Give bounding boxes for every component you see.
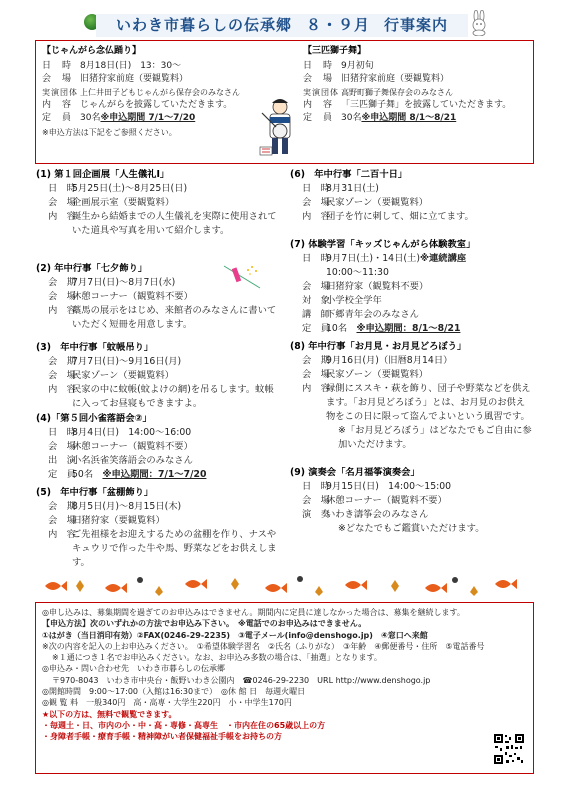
tanabata-decoration-illustration <box>222 262 262 292</box>
label: 内 容 <box>42 100 73 110</box>
value: 下郷青年会のみなさん <box>326 309 419 320</box>
label: 日 時 <box>302 481 330 492</box>
value: 旧猪狩家（観覧料不要） <box>326 281 429 292</box>
label: 日 時 <box>303 61 334 71</box>
info-line: 〒970-8043 いわき市中央台・飯野いわき公園内 ☎0246-29-2230 URL http://www.denshogo.jp <box>52 675 431 685</box>
value: じゃんがらを披露していただきます。 <box>80 100 233 110</box>
value: 9月初旬 <box>341 61 374 71</box>
event-title: (9) 演奏会「名月福筝演奏会」 <box>290 467 420 478</box>
label: 出 演 <box>48 455 76 466</box>
event-title: (7) 体験学習「キッズじゃんがら体験教室」 <box>290 239 476 250</box>
label: 会 場 <box>302 495 330 506</box>
value: 9月16日(月)（旧暦8月14日） <box>326 355 453 366</box>
free-admission-item: ・身障者手帳・療育手帳・精神障がい者保健福祉手帳をお持ちの方 <box>42 732 282 742</box>
event-title: (5) 年中行事「盆棚飾り」 <box>36 487 154 498</box>
free-admission-item: ・毎週土・日、市内の小・中・高・専修・高専生 ・市内在住の65歳以上の方 <box>42 720 326 730</box>
value: 企画展示室（要観覧料） <box>72 197 175 208</box>
application-note: ※申込方法は下記をご参照ください。 <box>42 128 177 137</box>
value: 50名 <box>72 469 94 480</box>
label: 日 時 <box>48 183 76 194</box>
value: 休憩コーナー（観覧料不要） <box>72 441 193 452</box>
label: 実演団体 <box>303 88 339 97</box>
label: 会 場 <box>303 74 334 84</box>
event-8 <box>290 340 534 452</box>
label: 会 場 <box>48 291 76 302</box>
shishimai-title: 【三匹獅子舞】 <box>303 46 367 56</box>
value: 5月25日(土)～8月25日(日) <box>72 183 188 194</box>
shishimai-event <box>303 45 535 125</box>
label: 会 場 <box>302 369 330 380</box>
value: 8月18日(日) 13：30～ <box>80 61 182 71</box>
label: 会 場 <box>42 74 73 84</box>
event-6 <box>290 168 534 224</box>
value: 30名 <box>80 113 101 123</box>
label: 定 員 <box>42 113 73 123</box>
value: 旧猪狩家前庭（要観覧料） <box>80 74 189 84</box>
label: 内 容 <box>303 100 334 110</box>
label: 会 期 <box>48 356 76 367</box>
page-title <box>96 14 468 37</box>
label: 講 師 <box>302 309 330 320</box>
info-line: ◎開館時間 9:00～17:00（入館は16:30まで） ◎休 館 日 毎週火曜日 <box>42 687 306 697</box>
label: 会 期 <box>302 355 330 366</box>
value: 10:00～11:30 <box>326 267 389 278</box>
value: 高野町獅子舞保存会のみなさん <box>341 88 453 97</box>
value: いわき濤筝会のみなさん <box>326 509 429 520</box>
value: 9月15日(日) 14:00～15:00 <box>326 481 452 492</box>
jangara-dancer-illustration <box>258 97 300 159</box>
label: 内 容 <box>302 211 330 222</box>
value: 旧猪狩家前庭（要観覧料） <box>341 74 450 84</box>
header-bar <box>96 14 468 37</box>
label: 日 時 <box>302 183 330 194</box>
label: 演 奏 <box>302 509 330 520</box>
value: 旧猪狩家（要観覧料） <box>72 515 165 526</box>
info-line: ①はがき（当日消印有効）②FAX(0246-29-2235) ③電子メール(info@denshogo.jp) ④窓口へ来館 <box>42 630 428 640</box>
label: 対 象 <box>302 295 330 306</box>
label: 会 場 <box>302 197 330 208</box>
event-5 <box>36 486 281 570</box>
rabbit-icon <box>468 10 490 36</box>
value: 8月31日(土) <box>326 183 379 194</box>
event-title: (1) 第１回企画展「人生儀礼Ⅰ」 <box>36 169 170 180</box>
event-4 <box>36 412 281 482</box>
value: 誕生から結婚までの人生儀礼を実際に使用されていた道具や写真を用いて紹介します。 <box>72 211 277 236</box>
value: 休憩コーナー（観覧料不要） <box>72 291 193 302</box>
info-line: 【申込方法】次のいずれかの方法でお申込み下さい。 ※電話でのお申込みはできません。 <box>42 619 367 629</box>
value: 小学校全学年 <box>326 295 382 306</box>
value: 7月7日(日)～9月16日(月) <box>72 356 182 367</box>
label: 会 場 <box>48 441 76 452</box>
event-note: ※「お月見どろぼう」はどなたでもご自由に参加いただけます。 <box>338 425 532 450</box>
value: 小名浜雀笑落語会のみなさん <box>72 455 193 466</box>
title-subtitle: 行事案内 <box>384 16 449 34</box>
value: 休憩コーナー（観覧料不要） <box>326 495 447 506</box>
value: 10名 <box>326 323 348 334</box>
value: 民家ゾーン（要観覧料） <box>72 370 175 381</box>
value: 30名 <box>341 113 362 123</box>
application-info-box <box>35 602 534 774</box>
featured-events-box <box>35 40 534 164</box>
value: 「三匹獅子舞」を披露していただきます。 <box>341 100 512 110</box>
qr-code <box>493 733 525 765</box>
label: 会 場 <box>302 281 330 292</box>
label: 内 容 <box>48 384 76 395</box>
value: 民家ゾーン（要観覧料） <box>326 369 429 380</box>
label: 定 員 <box>302 323 330 334</box>
application-period: ※申込期間：7/1～7/20 <box>102 469 207 480</box>
label: 日 時 <box>302 253 330 264</box>
title-months: ８・９月 <box>305 16 370 34</box>
value: 上仁井田子どもじゃんがら保存会のみなさん <box>80 88 240 97</box>
value: 9月7日(土)・14日(土) <box>326 253 420 264</box>
label: 会 期 <box>48 501 76 512</box>
label: 内 容 <box>48 211 76 222</box>
title-text: いわき市暮らしの伝承郷 <box>115 16 292 34</box>
event-note: ※どなたでもご鑑賞いただけます。 <box>338 523 485 534</box>
label: 内 容 <box>302 383 330 394</box>
label: 会 場 <box>48 515 76 526</box>
info-line: ◎申込み・問い合わせ先 いわき市暮らしの伝承郷 <box>42 664 225 674</box>
info-line: ※次の内容を記入の上お申込みください。 ①希望体験学習名 ②氏名（ふりがな） ③年齢 ④郵便番号・住所 ⑤電話番号 <box>42 641 485 651</box>
info-line: ※１通につき１名でお申込みください。なお、お申込み多数の場合は、「抽選」となります。 <box>52 653 382 663</box>
value: 民家ゾーン（要観覧料） <box>326 197 429 208</box>
value: ご先祖様をお迎えするための盆棚を作り、ナスやキュウリで作った牛や馬、野菜などをお供えします。 <box>72 529 277 568</box>
label: 内 容 <box>48 305 76 316</box>
application-period: ※申込期間 8/1～8/21 <box>361 113 457 123</box>
value: 縁側にススキ・萩を飾り、団子や野菜などを供えます。「お月見どろぼう」とは、お月見のお供え物をこの日に限って盗んでよいという風習です。 <box>326 383 531 422</box>
free-admission-heading: ★以下の方は、無料で観覧できます。 <box>42 709 177 719</box>
event-title: (3) 年中行事「蚊帳吊り」 <box>36 342 154 353</box>
label <box>290 266 326 280</box>
event-title: (4)「第５回小雀落語会②」 <box>36 413 152 424</box>
info-line: ◎観 覧 料 一般340円 高・高専・大学生220円 小・中学生170円 <box>42 698 292 708</box>
label: 定 員 <box>48 469 76 480</box>
value: 藁馬の展示をはじめ、来館者のみなさんに書いていただく短冊を用意します。 <box>72 305 277 330</box>
event-title: (6) 年中行事「二百十日」 <box>290 169 408 180</box>
jangara-event <box>42 45 280 139</box>
series-note: ※連続講座 <box>419 253 467 264</box>
label: 日 時 <box>42 61 73 71</box>
event-7 <box>290 238 534 336</box>
label: 会 場 <box>48 370 76 381</box>
event-9 <box>290 466 534 536</box>
info-line: ◎申し込みは、募集期間を過ぎてのお申込みはできません。期間内に定員に達しなかった場合は、募集を継続します。 <box>42 608 465 617</box>
event-3 <box>36 341 281 411</box>
value: 民家の中に蚊帳(蚊よけの網)を吊るします。蚊帳に入ってお昼寝もできますよ。 <box>72 384 274 409</box>
value: 8月4日(日) 14:00～16:00 <box>72 427 192 438</box>
label: 日 時 <box>48 427 76 438</box>
event-title: (8) 年中行事「お月見・お月見どろぼう」 <box>290 341 467 352</box>
label: 定 員 <box>303 113 334 123</box>
label: 実演団体 <box>42 88 78 97</box>
event-1 <box>36 168 281 238</box>
value: 8月5日(月)～8月15日(木) <box>72 501 182 512</box>
goldfish-decoration-band <box>35 572 534 600</box>
label: 内 容 <box>48 529 76 540</box>
application-period: ※申込期間 7/1～7/20 <box>100 113 196 123</box>
label: 会 場 <box>48 197 76 208</box>
jangara-title: 【じゃんがら念仏踊り】 <box>42 46 142 56</box>
value: 7月7日(日)～8月7日(水) <box>72 277 176 288</box>
label: 会 期 <box>48 277 76 288</box>
event-title: (2) 年中行事「七夕飾り」 <box>36 263 148 274</box>
application-period: ※申込期間：8/1～8/21 <box>356 323 461 334</box>
value: 団子を竹に刺して、畑に立てます。 <box>326 211 474 222</box>
